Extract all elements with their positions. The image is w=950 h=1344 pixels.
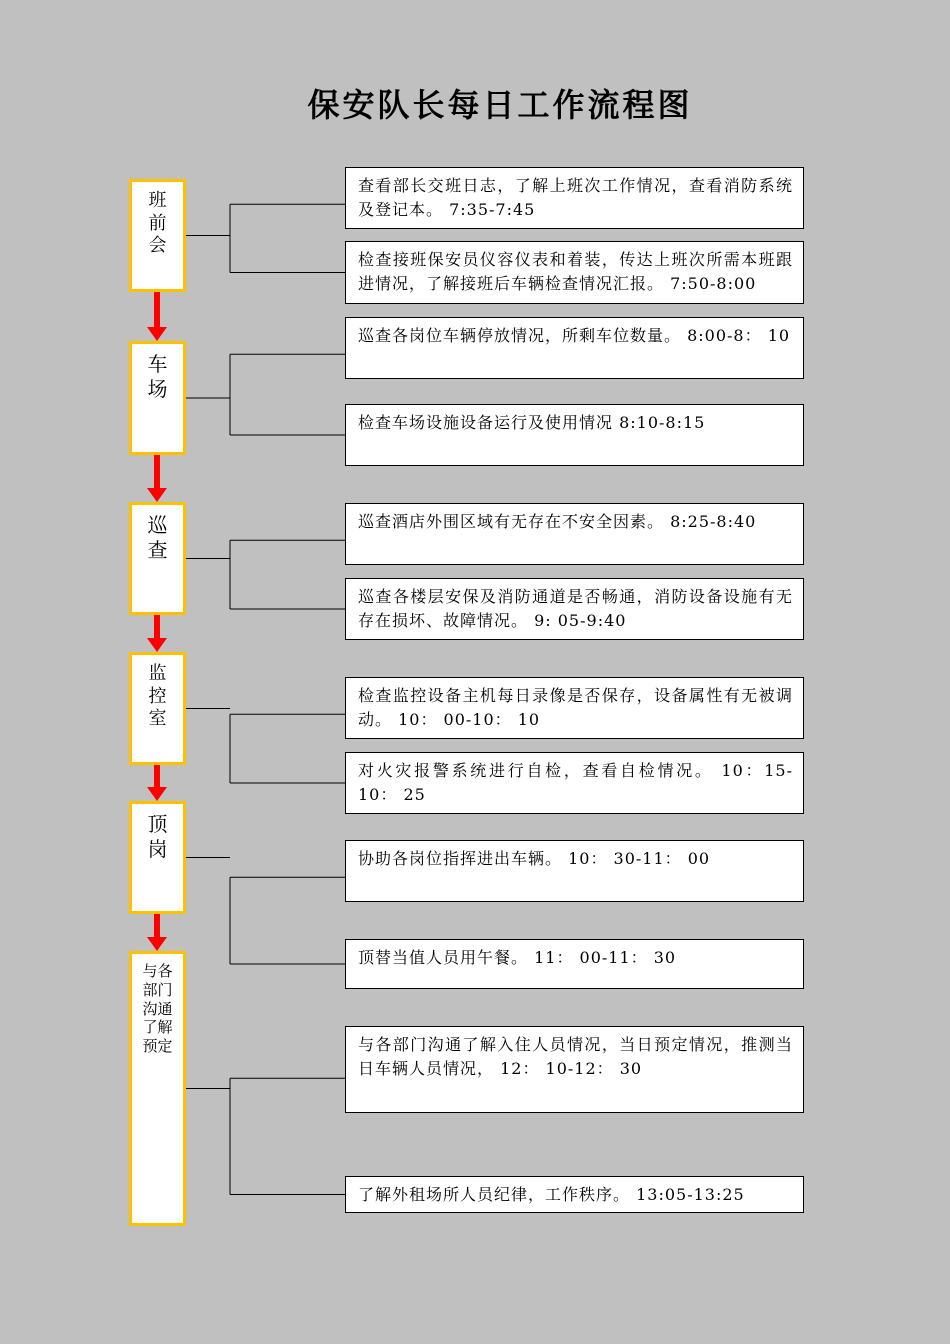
flow-arrow-2: [147, 455, 167, 502]
stage-label: 班 前 会: [148, 190, 167, 256]
flow-arrow-4: [147, 765, 167, 801]
flow-arrow-3: [147, 615, 167, 652]
page-title: 保安队长每日工作流程图: [307, 86, 693, 124]
stage-box-3: [129, 502, 186, 615]
stage-box-2: [129, 341, 186, 455]
task-box-3-1: 巡查酒店外围区域有无存在不安全因素。 8:25-8:40: [345, 503, 804, 565]
task-box-4-2: 对火灾报警系统进行自检，查看自检情况。 10：15-10： 25: [345, 752, 804, 814]
task-box-5-2: 顶替当值人员用午餐。 11： 00-11： 30: [345, 939, 804, 989]
task-box-5-1: 协助各岗位指挥进出车辆。 10： 30-11： 00: [345, 840, 804, 902]
stage-label: 顶 岗: [147, 812, 168, 861]
stage-box-4: [129, 652, 186, 765]
stage-box-5: [129, 801, 186, 914]
stage-label: 与各 部门 沟通 了解 预定: [142, 962, 173, 1055]
flow-arrow-1: [147, 292, 167, 341]
stage-box-6: [129, 951, 186, 1226]
stage-label: 车 场: [147, 352, 168, 401]
task-box-2-2: 检查车场设施设备运行及使用情况 8:10-8:15: [345, 404, 804, 466]
task-box-3-2: 巡查各楼层安保及消防通道是否畅通，消防设备设施有无存在损坏、故障情况。 9: 05-9:40: [345, 578, 804, 640]
stage-label: 巡 查: [147, 513, 168, 562]
stage-label: 监 控 室: [148, 663, 167, 729]
task-box-1-2: 检查接班保安员仪容仪表和着装，传达上班次所需本班跟进情况，了解接班后车辆检查情况汇报。 7:50-8:00: [345, 241, 804, 304]
task-box-4-1: 检查监控设备主机每日录像是否保存，设备属性有无被调动。 10： 00-10： 10: [345, 677, 804, 739]
task-box-6-1: 与各部门沟通了解入住人员情况，当日预定情况，推测当日车辆人员情况， 12： 10-12： 30: [345, 1026, 804, 1113]
task-box-2-1: 巡查各岗位车辆停放情况，所剩车位数量。 8:00-8： 10: [345, 317, 804, 379]
flow-arrow-5: [147, 914, 167, 951]
stage-box-1: [129, 179, 186, 292]
task-box-1-1: 查看部长交班日志，了解上班次工作情况，查看消防系统及登记本。 7:35-7:45: [345, 167, 804, 229]
task-box-6-2: 了解外租场所人员纪律，工作秩序。 13:05-13:25: [345, 1176, 804, 1213]
